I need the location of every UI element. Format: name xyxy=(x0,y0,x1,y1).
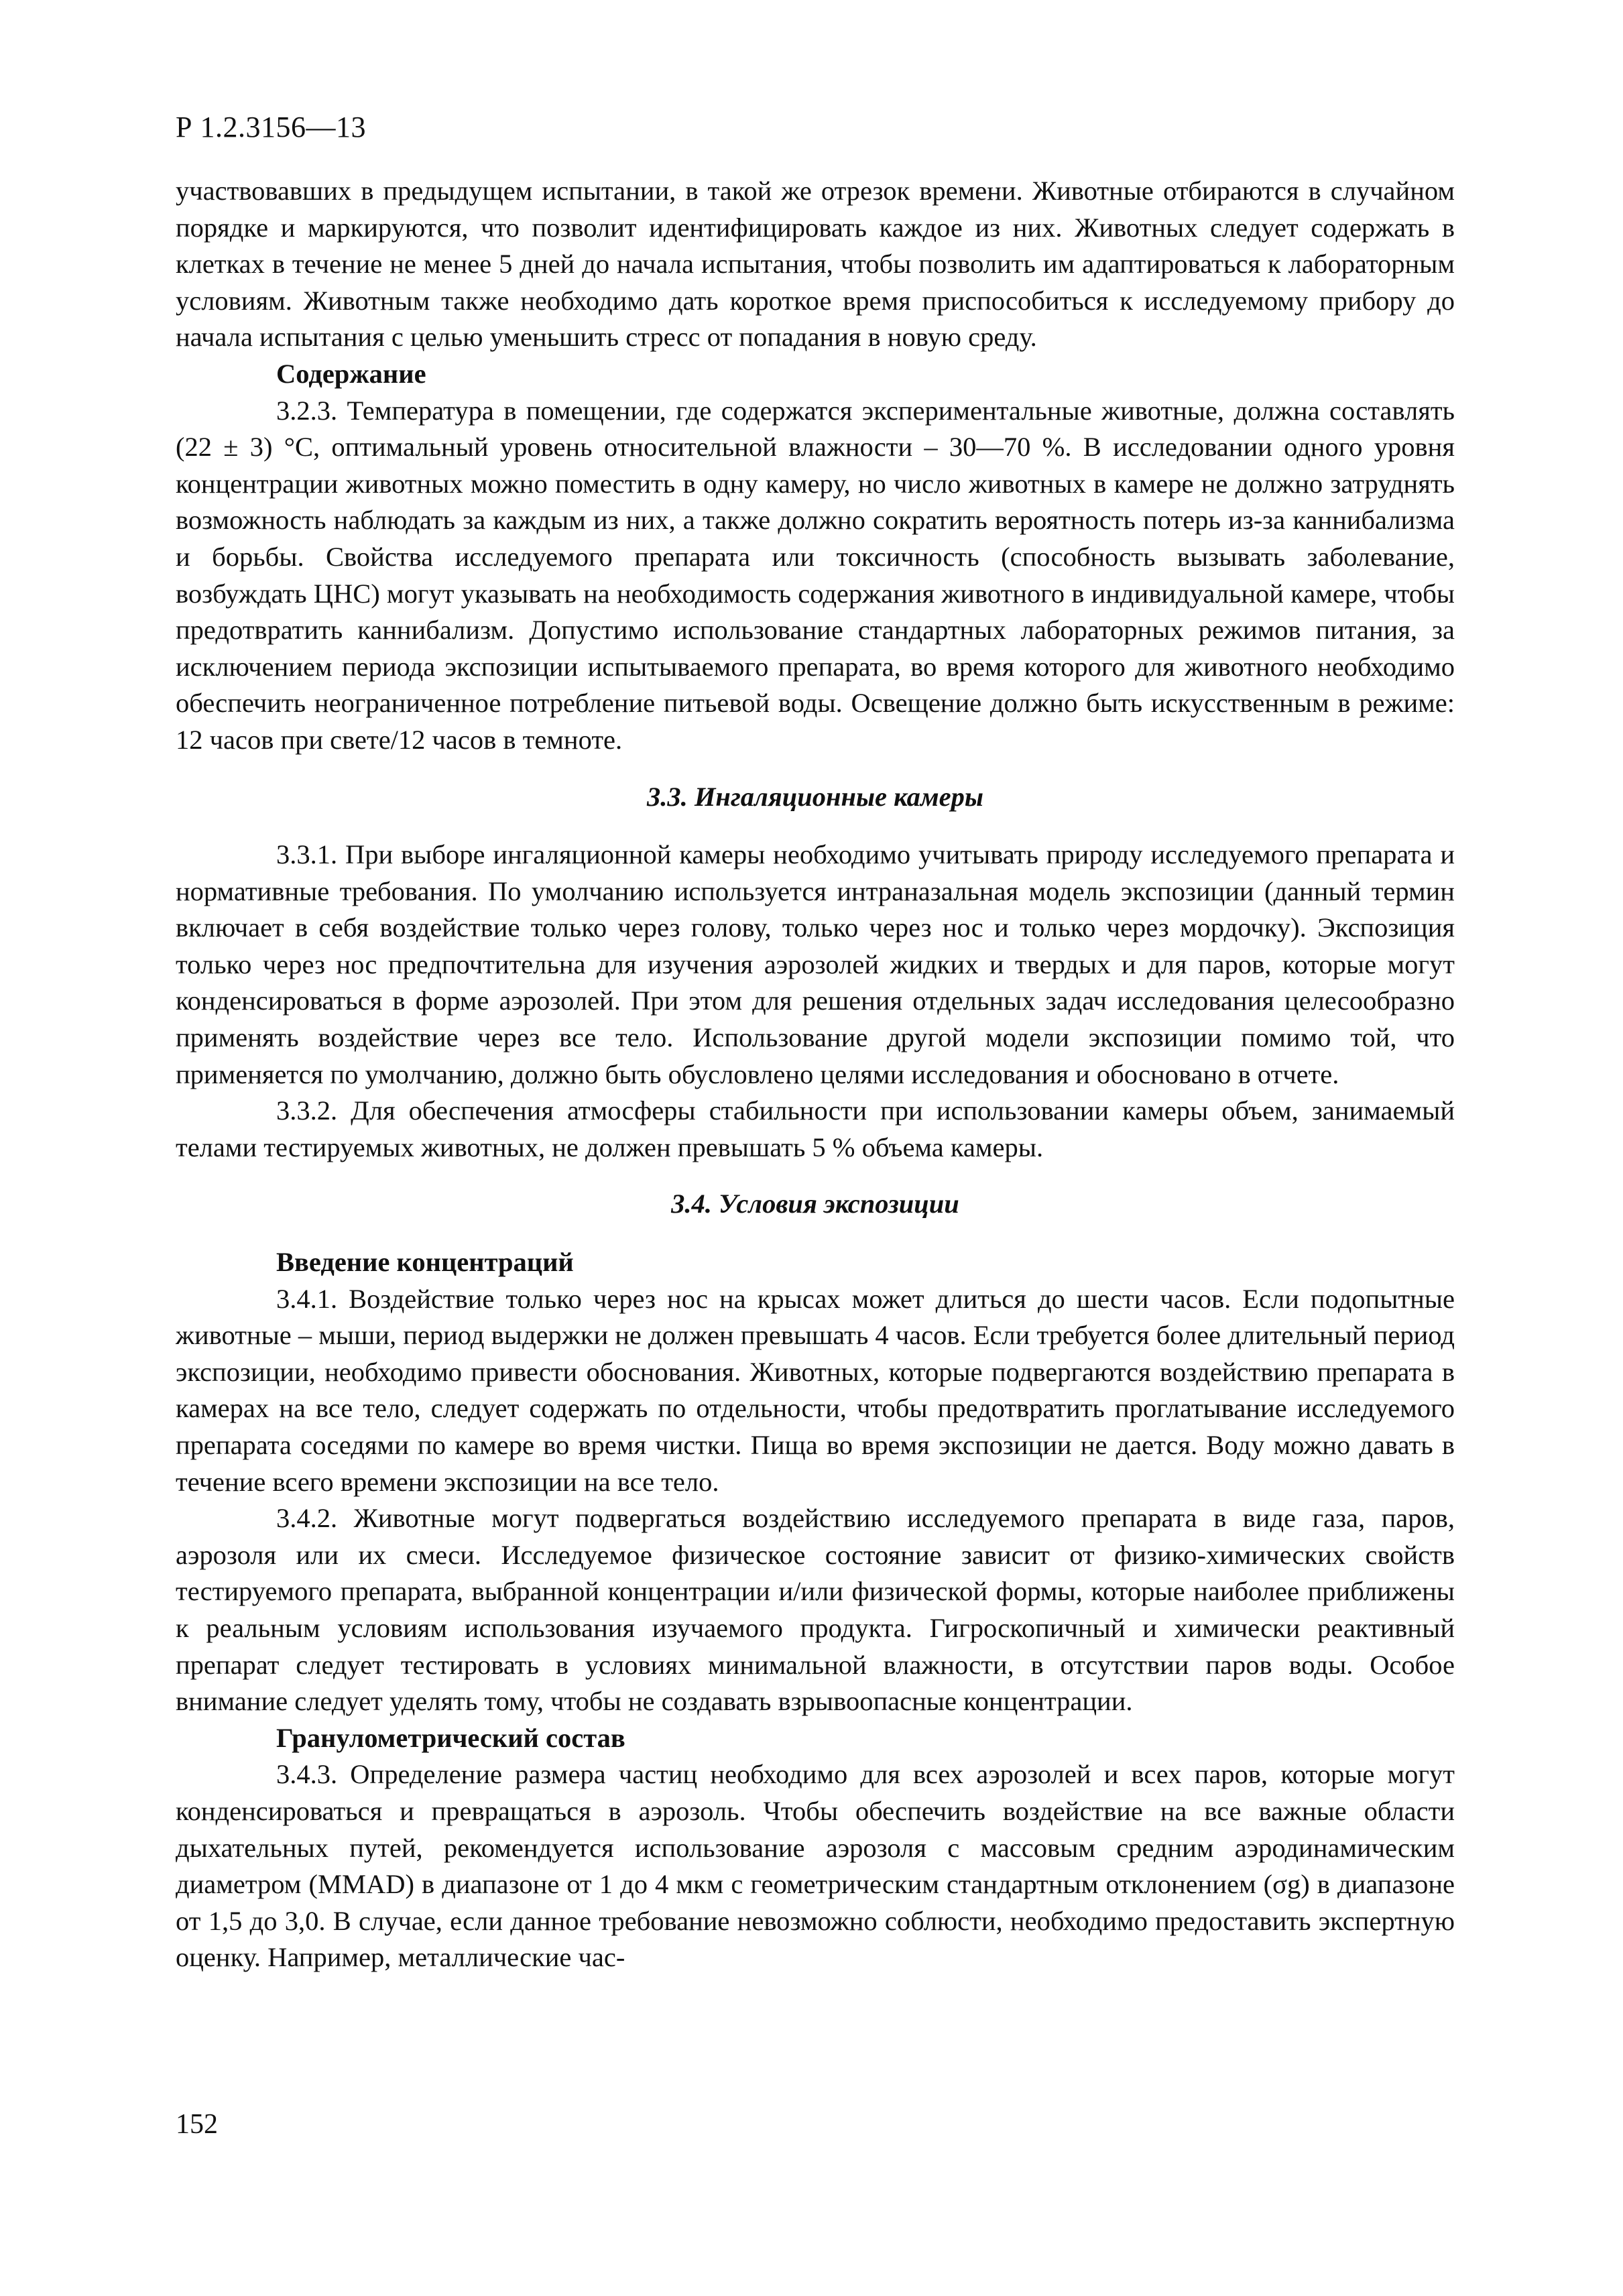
document-body xyxy=(176,173,1455,1976)
section-title-3-4: 3.4. Условия экспозиции xyxy=(671,1189,959,1219)
paragraph-3-2-3: 3.2.3. Температура в помещении, где содержатся экспериментальные животные, должна составлять (22 ± 3) °С, оптимальный уровень относительной влажности – 30—70 %. В исследовании одного уровня концентрации животных можно поместить в одну камеру, но число животных в камере не должно затруднять возможность наблюдать за каждым из них, а также должно сократить вероятность потерь из-за каннибализма и борьбы. Свойства исследуемого препарата или токсичность (способность вызывать заболевание, возбуждать ЦНС) могут указывать на необходимость содержания животного в индивидуальной камере, чтобы предотвратить каннибализм. Допустимо использование стандартных лабораторных режимов питания, за исключением периода экспозиции испытываемого препарата, во время которого для животного необходимо обеспечить неограниченное потребление питьевой воды. Освещение должно быть искусственным в режиме: 12 часов при свете/12 часов в темноте. xyxy=(176,395,1455,755)
paragraph-continuation: участвовавших в предыдущем испытании, в такой же отрезок времени. Животные отбираются в случайном порядке и маркируются, что позволит идентифицировать каждое из них. Животных следует содержать в клетках в течение не менее 5 дней до начала испытания, чтобы позволить им адаптироваться к лабораторным условиям. Животным также необходимо дать короткое время приспособиться к исследуемому прибору до начала испытания с целью уменьшить стресс от попадания в новую среду. xyxy=(176,176,1455,353)
page-number: 152 xyxy=(176,2109,218,2140)
paragraph-3-4-1: 3.4.1. Воздействие только через нос на крысах может длиться до шести часов. Если подопытные животные – мыши, период выдержки не должен превышать 4 часов. Если требуется более длительный период экспозиции, необходимо привести обоснования. Животных, которые подвергаются воздействию препарата в камерах на все тело, следует содержать по отдельности, чтобы предотвратить проглатывание исследуемого препарата соседями по камере во время чистки. Пища во время экспозиции не дается. Воду можно давать в течение всего времени экспозиции на все тело. xyxy=(176,1283,1455,1497)
paragraph-3-3-2: 3.3.2. Для обеспечения атмосферы стабильности при использовании камеры объем, занимаемый телами тестируемых животных, не должен превышать 5 % объема камеры. xyxy=(176,1095,1455,1162)
paragraph-3-4-3: 3.4.3. Определение размера частиц необходимо для всех аэрозолей и всех паров, которые могут конденсироваться и превращаться в аэрозоль. Чтобы обеспечить воздействие на все важные области дыхательных путей, рекомендуется использование аэрозоля с массовым средним аэродинамическим диаметром (ММАD) в диапазоне от 1 до 4 мкм с геометрическим стандартным отклонением (σg) в диапазоне от 1,5 до 3,0. В случае, если данное требование невозможно соблюсти, необходимо предоставить экспертную оценку. Например, металлические час- xyxy=(176,1759,1455,1973)
paragraph-3-4-2: 3.4.2. Животные могут подвергаться воздействию исследуемого препарата в виде газа, паров, аэрозоля или их смеси. Исследуемое физическое состояние зависит от физико-химических свойств тестируемого препарата, выбранной концентрации и/или физической формы, которые наиболее приближены к реальным условиям использования изучаемого продукта. Гигроскопичный и химически реактивный препарат следует тестировать в условиях минимальной влажности, в отсутствии паров воды. Особое внимание следует уделять тому, чтобы не создавать взрывоопасные концентрации. xyxy=(176,1503,1455,1717)
subheading-concentrations: Введение концентраций xyxy=(276,1247,574,1278)
subheading-keeping: Содержание xyxy=(276,358,426,389)
document-code-header: Р 1.2.3156—13 xyxy=(176,111,366,143)
section-title-3-3: 3.3. Ингаляционные камеры xyxy=(646,781,984,812)
subheading-particle-size: Гранулометрический состав xyxy=(276,1722,625,1753)
paragraph-3-3-1: 3.3.1. При выборе ингаляционной камеры необходимо учитывать природу исследуемого препарата и нормативные требования. По умолчанию используется интраназальная модель экспозиции (данный термин включает в себя воздействие только через голову, только через нос и только через мордочку). Экспозиция только через нос предпочтительна для изучения аэрозолей жидких и твердых и для паров, которые могут конденсироваться в форме аэрозолей. При этом для решения отдельных задач исследования целесообразно применять воздействие через все тело. Использование другой модели экспозиции помимо той, что применяется по умолчанию, должно быть обусловлено целями исследования и обосновано в отчете. xyxy=(176,839,1455,1089)
